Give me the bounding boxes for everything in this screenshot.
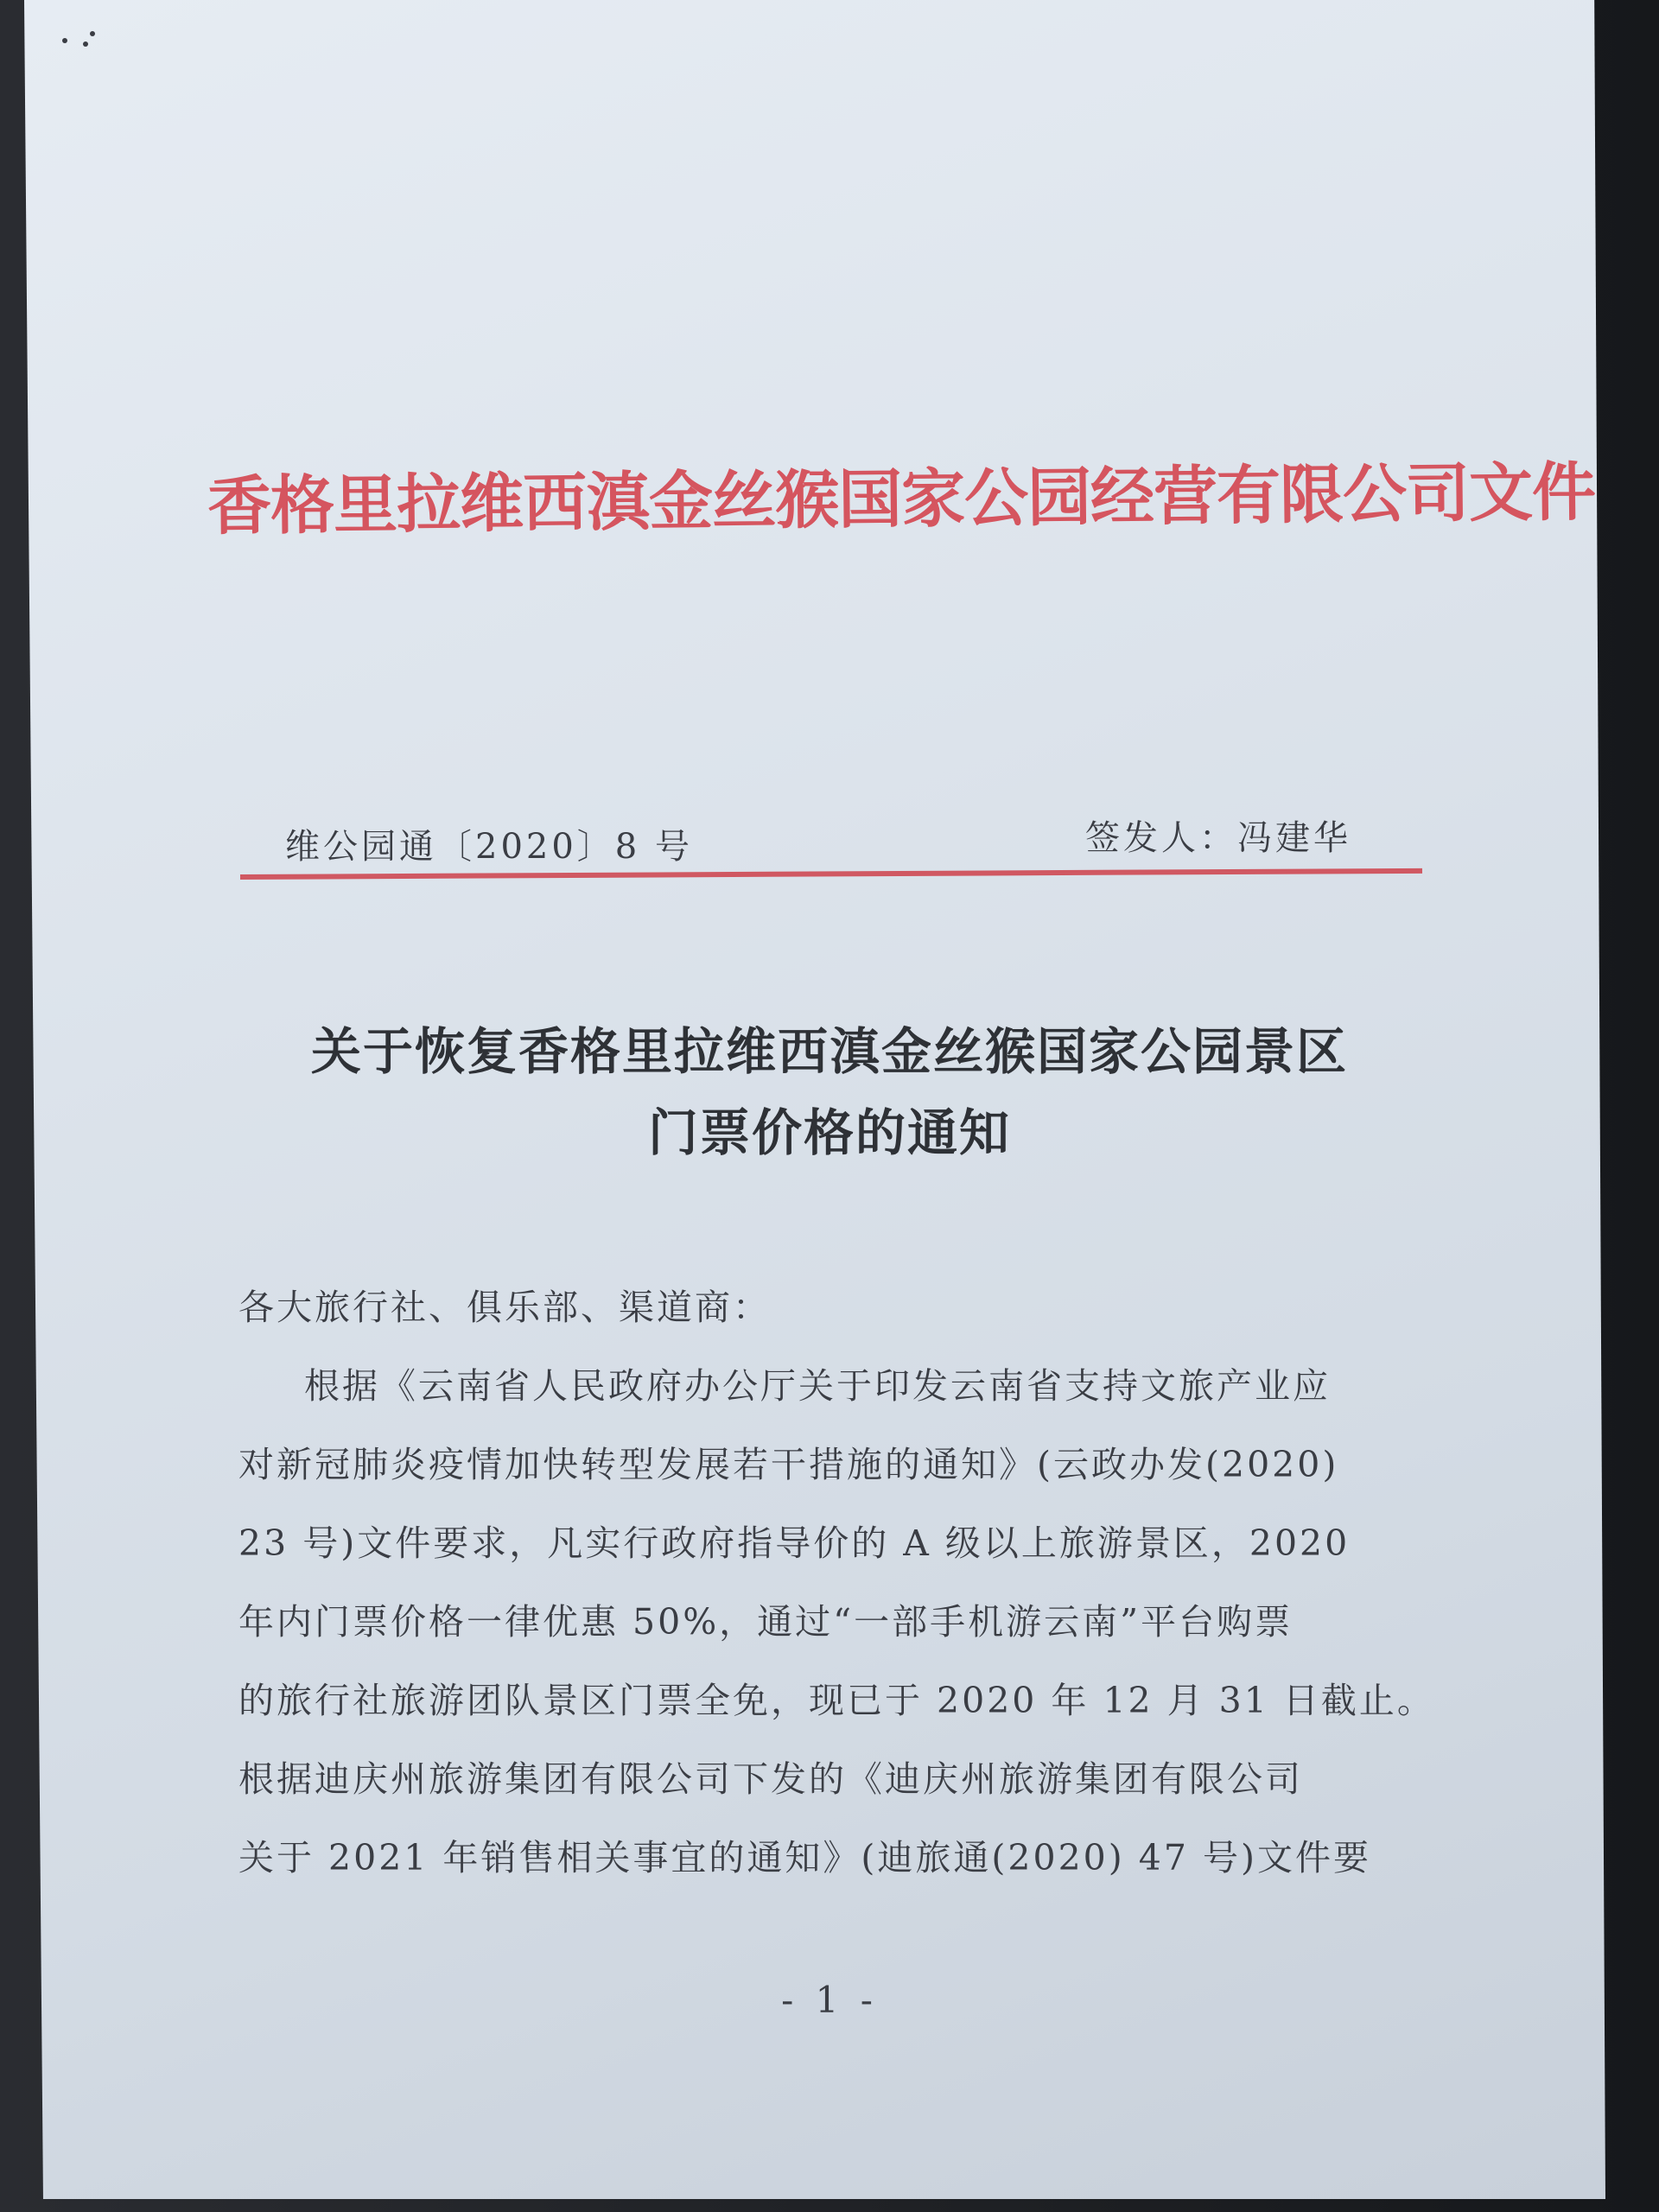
notice-title-line: 关于恢复香格里拉维西滇金丝猴国家公园景区 <box>310 1022 1348 1081</box>
punch-hole-mark <box>62 38 67 43</box>
signer-label: 签发人：冯建华 <box>1085 818 1351 858</box>
body-line: 根据迪庆州旅游集团有限公司下发的《迪庆州旅游集团有限公司 <box>238 1758 1303 1800</box>
notice-body <box>238 1268 1452 1897</box>
punch-hole-mark <box>90 31 95 36</box>
punch-hole-mark <box>83 41 88 47</box>
document-header-title: 香格里拉维西滇金丝猴国家公园经营有限公司文件 <box>207 454 1596 544</box>
body-line: 年内门票价格一律优惠 50%，通过“一部手机游云南”平台购票 <box>238 1601 1294 1643</box>
body-line: 关于 2021 年销售相关事宜的通知》(迪旅通(2020) 47 号)文件要 <box>238 1837 1371 1878</box>
notice-title <box>173 1011 1486 1173</box>
notice-title-line: 门票价格的通知 <box>647 1103 1011 1162</box>
salutation: 各大旅行社、俱乐部、渠道商： <box>238 1287 771 1328</box>
document-number: 维公园通〔2020〕8 号 <box>285 827 693 867</box>
body-line: 23 号)文件要求，凡实行政府指导价的 A 级以上旅游景区，2020 <box>238 1522 1351 1564</box>
page-number: - 1 - <box>781 1979 878 2021</box>
body-line: 根据《云南省人民政府办公厅关于印发云南省支持文旅产业应 <box>304 1365 1331 1407</box>
body-line: 的旅行社旅游团队景区门票全免，现已于 2020 年 12 月 31 日截止。 <box>238 1680 1435 1721</box>
body-line: 对新冠肺炎疫情加快转型发展若干措施的通知》(云政办发(2020) <box>238 1444 1339 1485</box>
